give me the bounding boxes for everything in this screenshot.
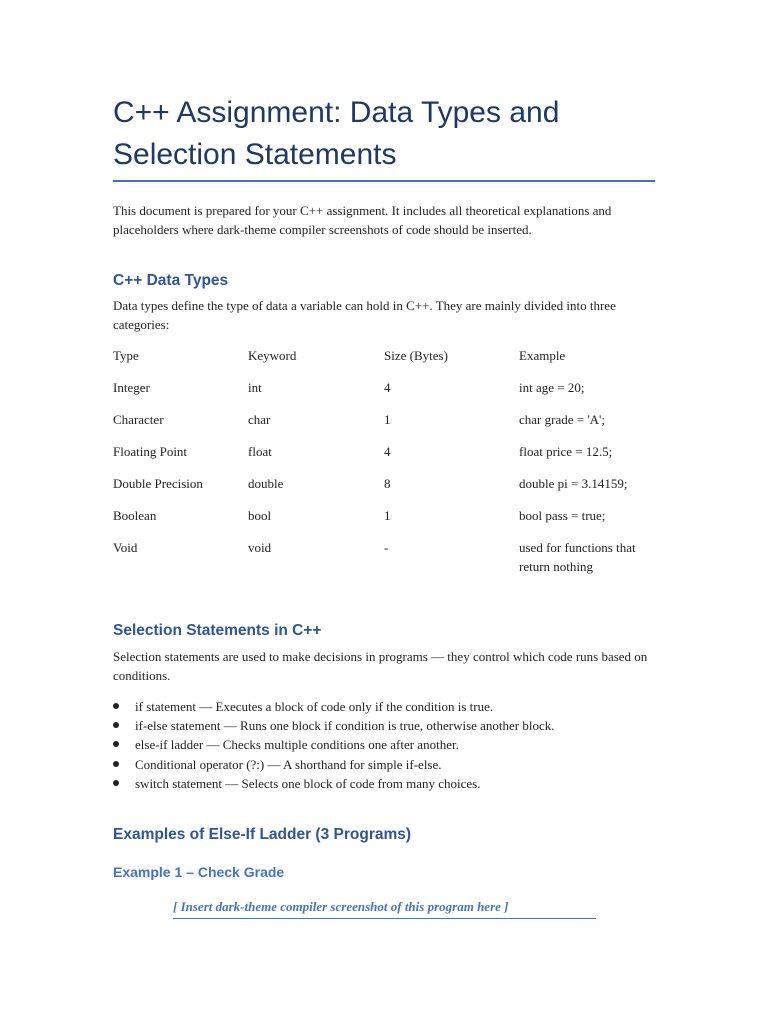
- table-header-cell: Example: [519, 348, 566, 363]
- list-item: [113, 735, 658, 754]
- table-cell: void: [248, 540, 272, 555]
- table-cell: 4: [384, 444, 391, 459]
- title-line-2: Selection Statements: [113, 138, 397, 171]
- list-item: [113, 755, 658, 774]
- table-cell: Void: [113, 540, 138, 555]
- table-cell: 1: [384, 508, 391, 523]
- list-item: [113, 774, 658, 793]
- document-title: [113, 92, 673, 176]
- list-item-text: switch statement — Selects one block of code from many choices.: [135, 775, 481, 791]
- table-cell: float: [248, 444, 272, 459]
- table-cell: Double Precision: [113, 476, 203, 491]
- title-line-1: C++ Assignment: Data Types and: [113, 96, 560, 129]
- list-item: [113, 716, 658, 735]
- table-header-cell: Type: [113, 348, 139, 363]
- bullet-icon: [113, 703, 119, 709]
- data-types-heading: C++ Data Types: [113, 272, 229, 289]
- table-cell: int age = 20;: [519, 380, 585, 395]
- table-cell: 8: [384, 476, 391, 491]
- table-row: [113, 474, 658, 506]
- list-item-text: if-else statement — Runs one block if condition is true, otherwise another block.: [135, 718, 555, 734]
- table-cell: int: [248, 380, 262, 395]
- list-item-text: if statement — Executes a block of code only if the condition is true.: [135, 699, 494, 714]
- data-types-table: [113, 346, 658, 580]
- example-1-heading: Example 1 – Check Grade: [113, 864, 285, 880]
- bullet-icon: [113, 761, 119, 767]
- data-types-description: Data types define the type of data a variable can hold in C++. They are mainly divided into three categories:: [113, 298, 616, 332]
- list-item-text: else-if ladder — Checks multiple conditions one after another.: [135, 737, 459, 753]
- placeholder-text: [ Insert dark-theme compiler screenshot of this program here ]: [173, 899, 509, 914]
- table-cell: Boolean: [113, 508, 157, 523]
- table-cell: double: [248, 476, 284, 491]
- table-cell: used for functions that return nothing: [519, 540, 636, 574]
- list-item-text: Conditional operator (?:) — A shorthand for simple if-else.: [135, 756, 442, 772]
- table-header-cell: Size (Bytes): [384, 348, 448, 363]
- table-cell: char: [248, 412, 271, 427]
- table-cell: Integer: [113, 380, 150, 395]
- bullet-icon: [113, 722, 119, 728]
- table-cell: bool: [248, 508, 272, 523]
- table-row: [113, 506, 658, 538]
- table-cell: double pi = 3.14159;: [519, 476, 628, 491]
- table-cell: Character: [113, 412, 164, 427]
- table-row: [113, 538, 658, 580]
- table-cell: char grade = 'A';: [519, 412, 606, 427]
- table-row: [113, 378, 658, 410]
- table-cell: Floating Point: [113, 444, 188, 459]
- title-underline: [113, 180, 655, 182]
- table-cell: 4: [384, 380, 391, 395]
- bullet-icon: [113, 741, 119, 747]
- selection-statements-heading: Selection Statements in C++: [113, 622, 322, 639]
- table-header-row: [113, 346, 658, 378]
- table-cell: 1: [384, 412, 391, 427]
- table-row: [113, 442, 658, 474]
- table-row: [113, 410, 658, 442]
- intro-paragraph: This document is prepared for your C++ assignment. It includes all theoretical explanations and placeholders where dark-theme compiler screenshots of code should be inserted.: [113, 203, 612, 237]
- bullet-icon: [113, 780, 119, 786]
- table-header-cell: Keyword: [248, 348, 297, 363]
- table-cell: float price = 12.5;: [519, 444, 613, 459]
- list-item: [113, 697, 658, 716]
- examples-heading: Examples of Else-If Ladder (3 Programs): [113, 826, 412, 843]
- selection-description: Selection statements are used to make decisions in programs — they control which code runs based on conditions.: [113, 649, 648, 683]
- selection-bullet-list: [113, 697, 658, 793]
- screenshot-placeholder: [173, 898, 596, 919]
- table-cell: -: [384, 540, 389, 555]
- table-cell: bool pass = true;: [519, 508, 606, 523]
